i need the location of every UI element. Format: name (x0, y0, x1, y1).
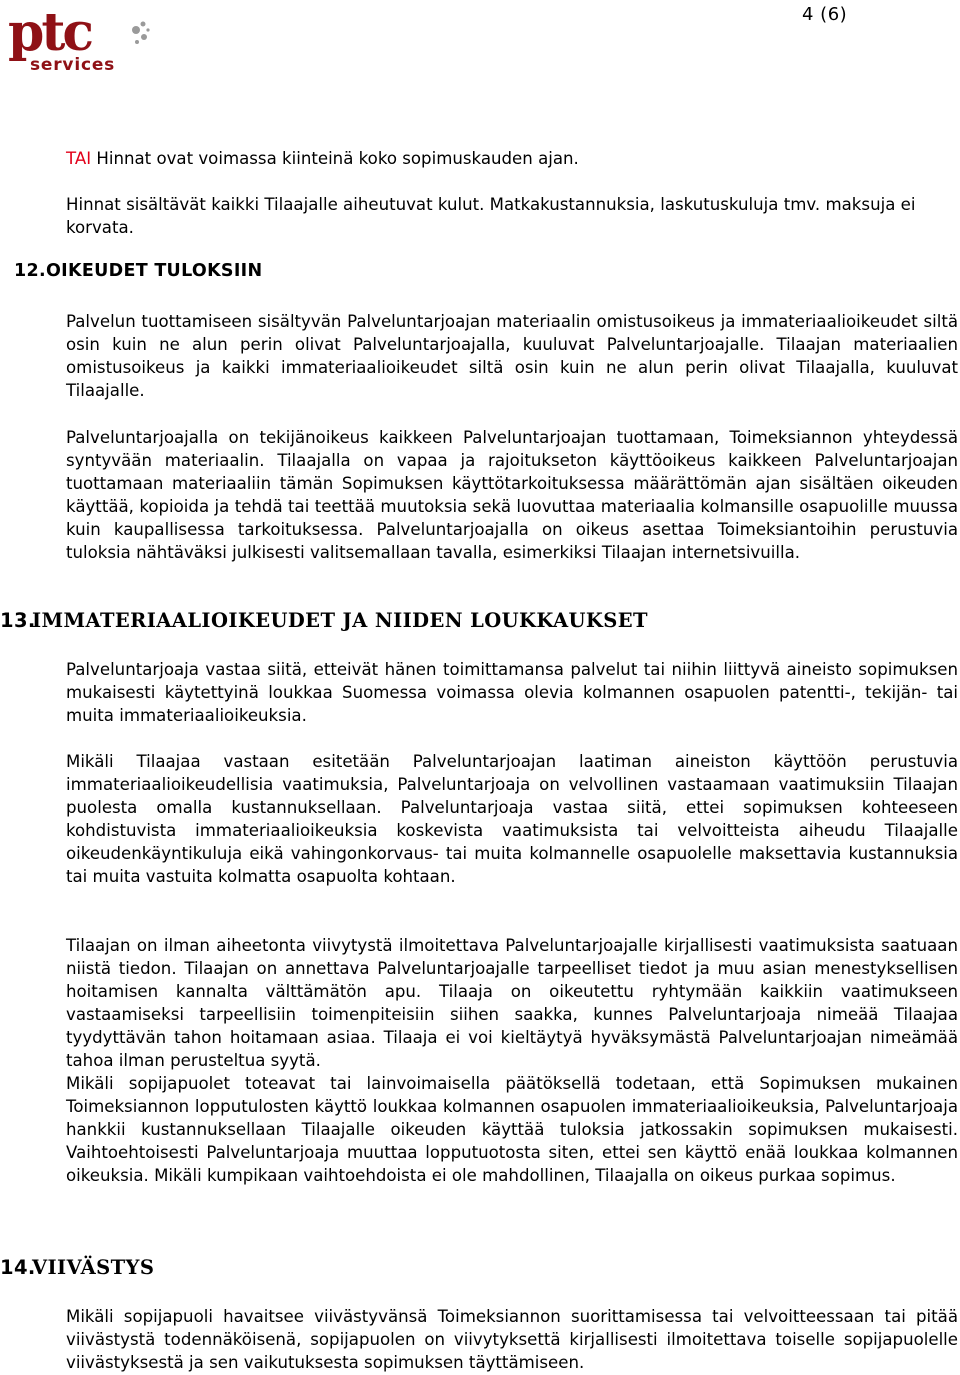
page-number: 4 (6) (802, 4, 848, 25)
tai-text: Hinnat ovat voimassa kiinteinä koko sopimuskauden ajan. (91, 149, 579, 168)
costs-paragraph: Hinnat sisältävät kaikki Tilaajalle aiheutuvat kulut. Matkakustannuksia, laskutuskuluja tmv. maksuja ei korvata. (66, 195, 916, 237)
logo-main-text: ptc (8, 6, 92, 63)
section-13-paragraph-4: Mikäli sopijapuolet toteavat tai lainvoimaisella päätöksellä todetaan, että Sopimuksen mukainen Toimeksiannon lopputulosten käyttö loukkaa kolmannen osapuolen immateriaalioikeuksia, Palveluntarjoaja hankkii kustannuksellaan Tilaajalle oikeuden käyttää tuloksia jatkossakin sopimuksen mukaisesti. Vaihtoehtoisesti Palveluntarjoaja muuttaa lopputuotosta siten, ettei sen käyttö enää loukkaa kolmannen oikeuksia. Mikäli kumpikaan vaihtoehdoista ei ole mahdollinen, Tilaajalla on oikeus purkaa sopimus. (66, 1074, 958, 1185)
tai-marker: TAI (66, 149, 92, 168)
ptc-services-logo (8, 6, 153, 76)
section-13-heading (0, 609, 648, 632)
section-12-title: OIKEUDET TULOKSIIN (46, 261, 263, 281)
section-12-number: 12. (14, 261, 46, 281)
section-13-paragraph-3: Tilaajan on ilman aiheetonta viivytystä ilmoitettava Palveluntarjoajalle kirjallisesti vaatimuksista saatuaan niistä tiedon. Tilaajan on annettava Palveluntarjoajalle tarpeelliset tiedot ja muu asian menestyksellisen hoitamisen kannalta välttämätön apu. Tilaaja on oikeutettu ryhtymään kaikkiin vaatimukseen vastaamiseksi tarpeellisiin toimenpiteisiin siihen saakka, kunnes Palveluntarjoaja nimeää Tilaajaa tyydyttävän tahon hoitamaan asiaa. Tilaaja ei voi kieltäytyä hyväksymästä Palveluntarjoajan nimeämää tahoa ilman perusteltua syytä. (66, 936, 958, 1070)
section-13-number: 13. (0, 609, 36, 632)
section-13-paragraph-1: Palveluntarjoaja vastaa siitä, etteivät hänen toimittamansa palvelut tai niihin liittyvä aineisto sopimuksen mukaisesti käytettyinä loukkaa Suomessa voimassa olevia kolmannen osapuolen patentti-, tekijän- tai muita immateriaalioikeuksia. (66, 660, 958, 725)
section-14-heading (0, 1256, 154, 1279)
tai-paragraph (66, 147, 958, 170)
logo-sub-text: services (30, 55, 116, 75)
logo-dots-icon (132, 22, 150, 45)
section-14-number: 14. (0, 1256, 36, 1279)
section-13-title: IMMATERIAALIOIKEUDET JA NIIDEN LOUKKAUKSET (32, 609, 648, 632)
section-13-paragraph-2: Mikäli Tilaajaa vastaan esitetään Palveluntarjoajan laatiman aineiston käyttöön perustuvia immateriaalioikeudellisia vaatimuksia, Palveluntarjoaja on velvollinen vastaamaan vaatimuksiin Tilaajan puolesta omalla kustannuksellaan. Palveluntarjoaja vastaa siitä, ettei sopimuksen kohteeseen kohdistuvista immateriaalioikeuksia koskevista vaatimuksista tai velvoitteista aiheudu Tilaajalle oikeudenkäyntikuluja eikä vahingonkorvaus- tai muita kolmannelle osapuolelle maksettavia kustannuksia tai muita vastuita kolmatta osapuolta kohtaan. (66, 752, 958, 886)
section-14-title: VIIVÄSTYS (32, 1256, 155, 1279)
section-12-paragraph-2: Palveluntarjoajalla on tekijänoikeus kaikkeen Palveluntarjoajan tuottamaan, Toimeksiannon yhteydessä syntyvään materiaalin. Tilaajalla on vapaa ja rajoitukseton käyttöoikeus kaikkeen Palveluntarjoajan tuottamaan materiaaliin tämän Sopimuksen käyttötarkoituksessa määrättömän ajan sisältäen oikeuden käyttää, kopioida ja tehdä tai teettää muutoksia sekä luovuttaa materiaalia kolmansille osapuolille muussa kuin kaupallisessa tarkoituksessa. Palveluntarjoajalla on oikeus asettaa Toimeksiantoihin perustuvia tuloksia nähtäväksi julkisesti valitsemallaan tavalla, esimerkiksi Tilaajan internetsivuilla. (66, 428, 958, 562)
section-12-paragraph-1: Palvelun tuottamiseen sisältyvän Palveluntarjoajan materiaalin omistusoikeus ja immateriaalioikeudet siltä osin kuin ne alun perin olivat Palveluntarjoajalla, kuuluvat Palveluntarjoajalle. Tilaajan materiaalien omistusoikeus ja kaikki immateriaalioikeudet siltä osin kuin ne alun perin olivat Tilaajalla, kuuluvat Tilaajalle. (66, 312, 958, 400)
section-12-heading (14, 261, 262, 281)
logo-graphic (8, 6, 153, 76)
section-14-paragraph-1: Mikäli sopijapuoli havaitsee viivästyvänsä Toimeksiannon suorittamisessa tai velvoitteessaan tai pitää viivästystä todennäköisenä, sopijapuolen on viivytyksettä kirjallisesti ilmoitettava toiselle sopijapuolelle viivästyksestä ja sen vaikutuksesta sopimuksen täyttämiseen. (66, 1307, 958, 1372)
